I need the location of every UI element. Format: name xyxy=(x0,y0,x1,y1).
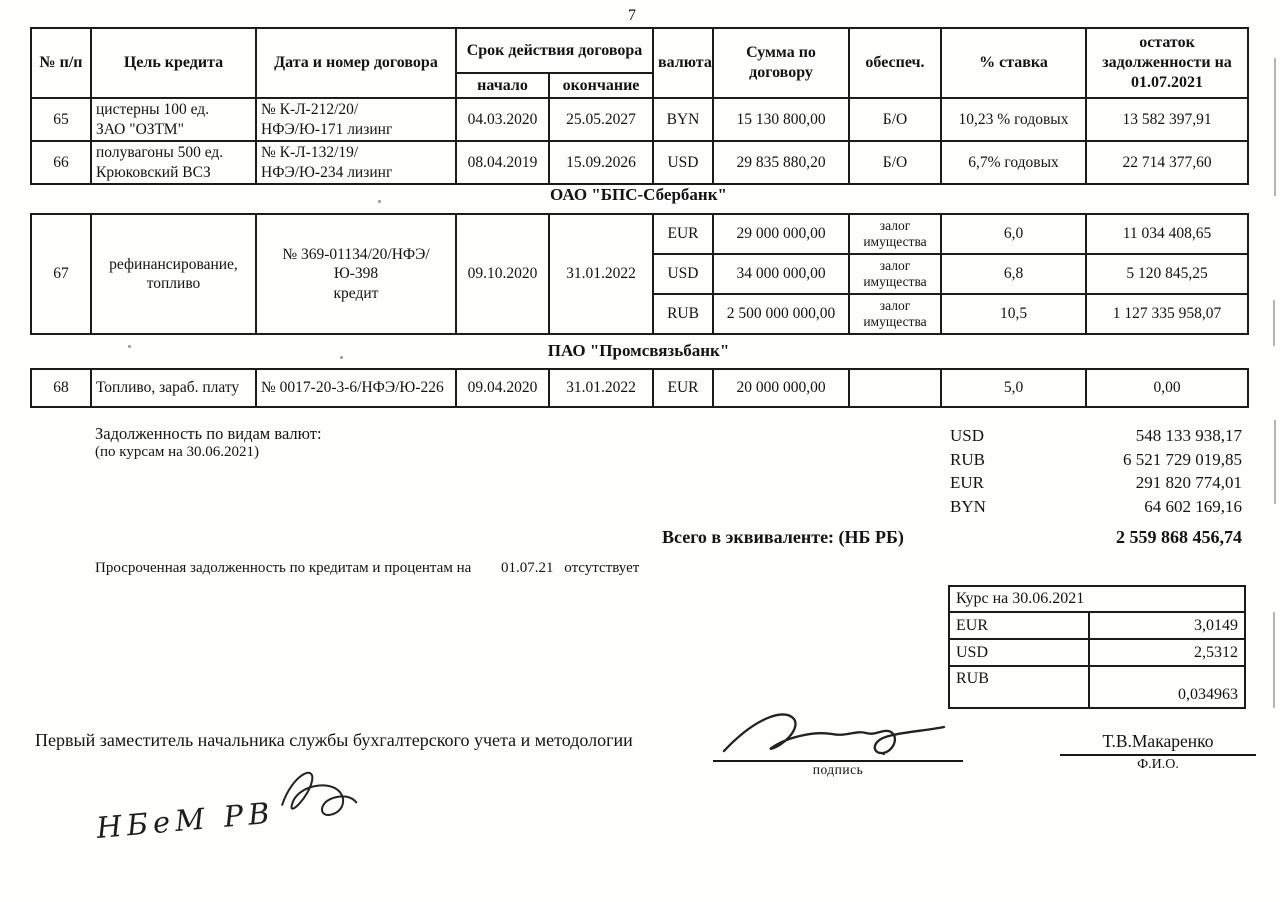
header-purpose: Цель кредита xyxy=(91,28,256,98)
cell-collateral: Б/О xyxy=(849,98,941,141)
cell-num: 66 xyxy=(31,141,91,184)
cell-purpose: полувагоны 500 ед. Крюковский ВСЗ xyxy=(91,141,256,184)
scan-artifact xyxy=(1274,58,1276,196)
signatory-name-caption: Ф.И.О. xyxy=(1137,757,1179,772)
debt-by-currency-label-block xyxy=(95,424,322,461)
credit-table-psb xyxy=(30,368,1249,408)
header-term-end: окончание xyxy=(549,73,653,98)
total-equivalent-row xyxy=(662,527,1242,548)
rates-title-row xyxy=(949,586,1245,612)
rates-row-eur xyxy=(949,612,1245,639)
cell-purpose: цистерны 100 ед. ЗАО "ОЗТМ" xyxy=(91,98,256,141)
signatory-name-block xyxy=(1060,731,1256,773)
section-heading-promsvyazbank: ПАО "Промсвязьбанк" xyxy=(547,341,730,360)
cell-end: 25.05.2027 xyxy=(549,98,653,141)
debt-line-eur xyxy=(950,471,1242,495)
currency-amount: 291 820 774,01 xyxy=(1135,473,1242,492)
cell-currency: RUB xyxy=(653,294,713,334)
currency-code: RUB xyxy=(950,449,985,469)
cell-amount: 29 835 880,20 xyxy=(713,141,849,184)
cell-balance: 1 127 335 958,07 xyxy=(1086,294,1248,334)
rate-value: 2,5312 xyxy=(1089,639,1245,666)
debt-line-usd xyxy=(950,424,1242,448)
cell-start: 04.03.2020 xyxy=(456,98,549,141)
cell-rate: 6,8 xyxy=(941,254,1086,294)
debt-by-currency-label: Задолженность по видам валют: xyxy=(95,424,322,443)
cell-amount: 34 000 000,00 xyxy=(713,254,849,294)
currency-code: BYN xyxy=(950,496,986,516)
cell-balance: 13 582 397,91 xyxy=(1086,98,1248,141)
signature-block xyxy=(713,707,963,778)
overdue-date: 01.07.21 xyxy=(501,560,554,576)
cell-contract: № К-Л-132/19/ НФЭ/Ю-234 лизинг xyxy=(256,141,456,184)
rates-title: Курс на 30.06.2021 xyxy=(949,586,1245,612)
total-value: 2 559 868 456,74 xyxy=(1116,527,1242,547)
cell-collateral: залог имущества xyxy=(849,214,941,254)
currency-amount: 64 602 169,16 xyxy=(1144,496,1242,516)
table-row-65 xyxy=(31,98,1248,141)
currency-amount: 548 133 938,17 xyxy=(1135,426,1242,445)
cell-start: 09.04.2020 xyxy=(456,369,549,407)
exchange-rates-table xyxy=(948,585,1246,709)
cell-currency: USD xyxy=(653,141,713,184)
cell-num: 68 xyxy=(31,369,91,407)
rates-row-usd xyxy=(949,639,1245,666)
rate-code: EUR xyxy=(949,612,1089,639)
scan-artifact xyxy=(1273,612,1275,708)
scan-speck xyxy=(378,200,381,203)
cell-collateral: Б/О xyxy=(849,141,941,184)
overdue-label: Просроченная задолженность по кредитам и процентам на xyxy=(95,560,472,576)
header-balance: остаток задолженности на 01.07.2021 xyxy=(1086,28,1248,98)
cell-collateral: залог имущества xyxy=(849,254,941,294)
cell-end: 15.09.2026 xyxy=(549,141,653,184)
cell-num: 67 xyxy=(31,214,91,334)
handwritten-flourish-icon xyxy=(274,760,359,829)
table-row-68 xyxy=(31,369,1248,407)
header-rate: % ставка xyxy=(941,28,1086,98)
header-currency: валюта xyxy=(653,28,713,98)
cell-balance: 11 034 408,65 xyxy=(1086,214,1248,254)
cell-rate: 6,0 xyxy=(941,214,1086,254)
overdue-note xyxy=(95,560,639,577)
cell-currency: USD xyxy=(653,254,713,294)
table-row-66 xyxy=(31,141,1248,184)
scan-speck xyxy=(340,356,343,359)
scan-artifact xyxy=(1273,300,1275,346)
rate-code: RUB xyxy=(949,666,1089,708)
cell-amount: 20 000 000,00 xyxy=(713,369,849,407)
table-header-row xyxy=(31,28,1248,73)
table-row-67-eur xyxy=(31,214,1248,254)
cell-end: 31.01.2022 xyxy=(549,214,653,334)
cell-rate: 10,5 xyxy=(941,294,1086,334)
cell-currency: EUR xyxy=(653,214,713,254)
cell-rate: 6,7% годовых xyxy=(941,141,1086,184)
cell-balance: 22 714 377,60 xyxy=(1086,141,1248,184)
rates-row-rub xyxy=(949,666,1245,708)
debt-by-currency-list xyxy=(950,424,1242,518)
signatory-name: Т.В.Макаренко xyxy=(1060,731,1256,756)
section-heading-bps-sberbank: ОАО "БПС-Сбербанк" xyxy=(550,185,727,204)
rate-code: USD xyxy=(949,639,1089,666)
header-amount: Сумма по договору xyxy=(713,28,849,98)
credit-table-bps xyxy=(30,213,1249,335)
debt-line-rub xyxy=(950,448,1242,472)
cell-balance: 5 120 845,25 xyxy=(1086,254,1248,294)
cell-num: 65 xyxy=(31,98,91,141)
handwritten-text: НБеМ РВ xyxy=(95,795,276,845)
cell-balance: 0,00 xyxy=(1086,369,1248,407)
total-label: Всего в эквиваленте: (НБ РБ) xyxy=(662,527,904,547)
cell-amount: 29 000 000,00 xyxy=(713,214,849,254)
header-collateral: обеспеч. xyxy=(849,28,941,98)
scan-artifact xyxy=(1274,420,1276,504)
cell-purpose: Топливо, зараб. плату xyxy=(91,369,256,407)
currency-code: EUR xyxy=(950,473,984,492)
currency-amount: 6 521 729 019,85 xyxy=(1123,449,1242,469)
cell-start: 09.10.2020 xyxy=(456,214,549,334)
cell-currency: BYN xyxy=(653,98,713,141)
header-contract: Дата и номер договора xyxy=(256,28,456,98)
cell-contract: № 369-01134/20/НФЭ/Ю-398 кредит xyxy=(256,214,456,334)
currency-code: USD xyxy=(950,426,985,445)
cell-collateral xyxy=(849,369,941,407)
cell-collateral: залог имущества xyxy=(849,294,941,334)
cell-rate: 5,0 xyxy=(941,369,1086,407)
cell-contract: № К-Л-212/20/ НФЭ/Ю-171 лизинг xyxy=(256,98,456,141)
handwritten-note xyxy=(93,760,360,845)
overdue-status: отсутствует xyxy=(564,560,640,576)
scan-speck xyxy=(128,345,131,348)
cell-contract: № 0017-20-3-6/НФЭ/Ю-226 xyxy=(256,369,456,407)
debt-by-currency-sublabel: (по курсам на 30.06.2021) xyxy=(95,444,260,460)
rate-value: 3,0149 xyxy=(1089,612,1245,639)
rate-value: 0,034963 xyxy=(1089,666,1245,708)
header-num: № п/п xyxy=(31,28,91,98)
cell-amount: 2 500 000 000,00 xyxy=(713,294,849,334)
cell-currency: EUR xyxy=(653,369,713,407)
cell-start: 08.04.2019 xyxy=(456,141,549,184)
header-term-start: начало xyxy=(456,73,549,98)
signature-scribble-icon xyxy=(718,707,958,755)
credit-table-top xyxy=(30,27,1249,185)
header-term: Срок действия договора xyxy=(456,28,653,73)
cell-purpose: рефинансирование, топливо xyxy=(91,214,256,334)
signature-caption: подпись xyxy=(812,762,864,777)
cell-rate: 10,23 % годовых xyxy=(941,98,1086,141)
page-number: 7 xyxy=(628,7,636,24)
signatory-position: Первый заместитель начальника службы бухгалтерского учета и методологии xyxy=(35,730,633,750)
cell-end: 31.01.2022 xyxy=(549,369,653,407)
debt-line-byn xyxy=(950,495,1242,519)
cell-amount: 15 130 800,00 xyxy=(713,98,849,141)
